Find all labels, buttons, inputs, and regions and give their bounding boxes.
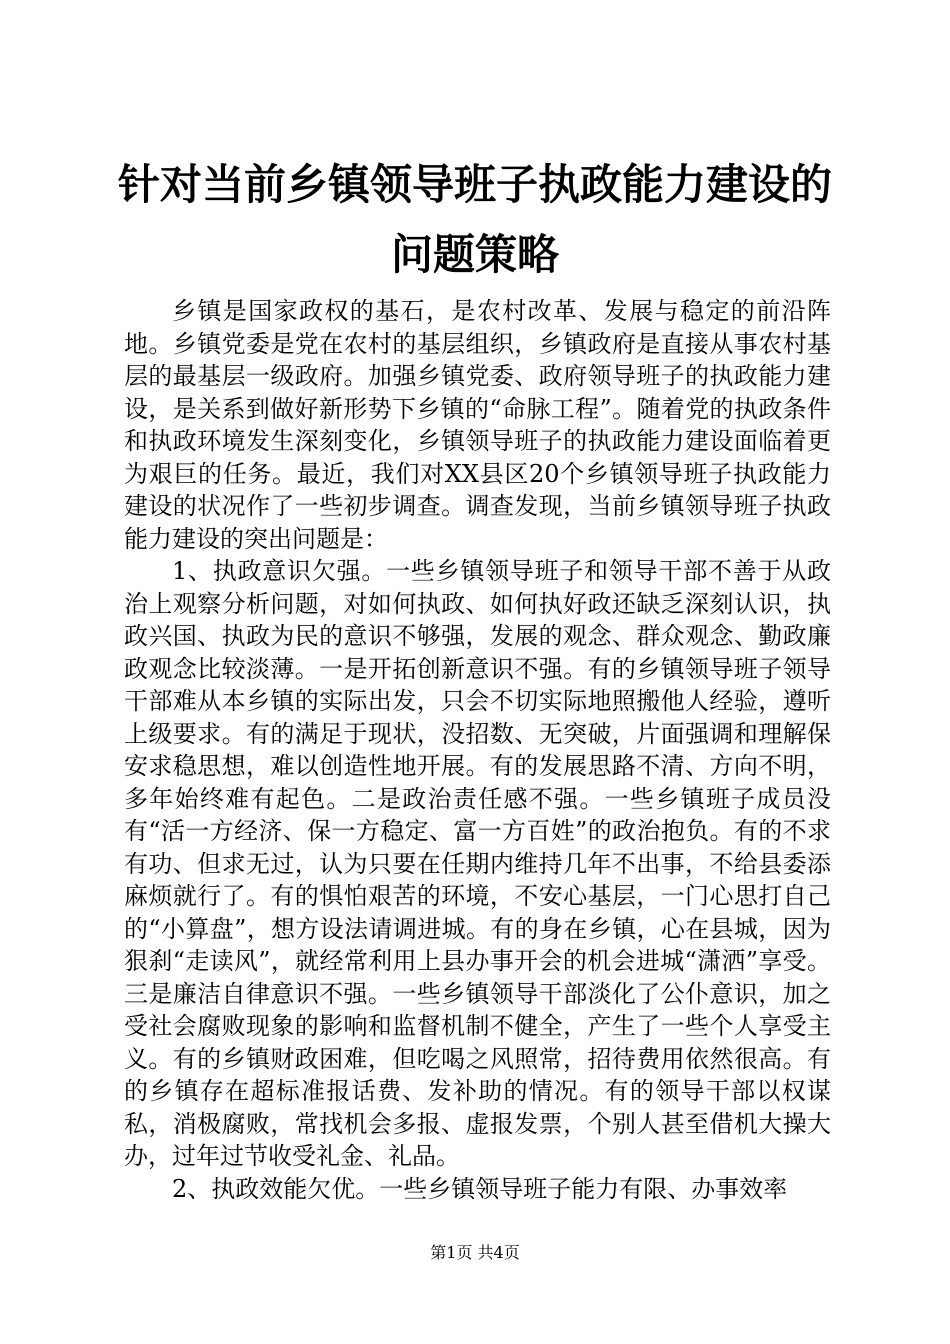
paragraph-point-2: 2、执政效能欠优。一些乡镇领导班子能力有限、办事效率 — [172, 1174, 788, 1203]
document-body — [124, 295, 831, 1205]
page-footer: 第1页 共4页 — [430, 1243, 520, 1262]
paragraph-point-1: 1、执政意识欠强。一些乡镇领导班子和领导干部不善于从政治上观察分析问题，对如何执政、如何执好政还缺乏深刻认识，执政兴国、执政为民的意识不够强，发展的观念、群众观念、勤政廉政观念比较淡薄。一是开拓创新意识不强。有的乡镇领导班子领导干部难从本乡镇的实际出发，只会不切实际地照搬他人经验，遵听上级要求。有的满足于现状，没招数、无突破，片面强调和理解保安求稳思想，难以创造性地开展。有的发展思路不清、方向不明，多年始终难有起色。二是政治责任感不强。一些乡镇班子成员没有“活一方经济、保一方稳定、富一方百姓”的政治抱负。有的不求有功、但求无过，认为只要在任期内维持几年不出事，不给县委添麻烦就行了。有的惧怕艰苦的环境，不安心基层，一门心思打自己的“小算盘”，想方设法请调进城。有的身在乡镇，心在县城，因为狠刹“走读风”，就经常利用上县办事开会的机会进城“潇洒”享受。三是廉洁自律意识不强。一些乡镇领导干部淡化了公仆意识，加之受社会腐败现象的影响和监督机制不健全，产生了一些个人享受主义。有的乡镇财政困难，但吃喝之风照常，招待费用依然很高。有的乡镇存在超标准报话费、发补助的情况。有的领导干部以权谋私，消极腐败，常找机会多报、虚报发票，个别人甚至借机大操大办，过年过节收受礼金、礼品。 — [124, 557, 831, 1170]
paragraph-intro: 乡镇是国家政权的基石，是农村改革、发展与稳定的前沿阵地。乡镇党委是党在农村的基层组织，乡镇政府是直接从事农村基层的最基层一级政府。加强乡镇党委、政府领导班子的执政能力建设，是关系到做好新形势下乡镇的“命脉工程”。随着党的执政条件和执政环境发生深刻变化，乡镇领导班子的执政能力建设面临着更为艰巨的任务。最近，我们对XX县区20个乡镇领导班子执政能力建设的状况作了一些初步调查。调查发现，当前乡镇领导班子执政能力建设的突出问题是： — [124, 297, 831, 553]
page-title: 针对当前乡镇领导班子执政能力建设的问题策略 — [117, 160, 832, 279]
